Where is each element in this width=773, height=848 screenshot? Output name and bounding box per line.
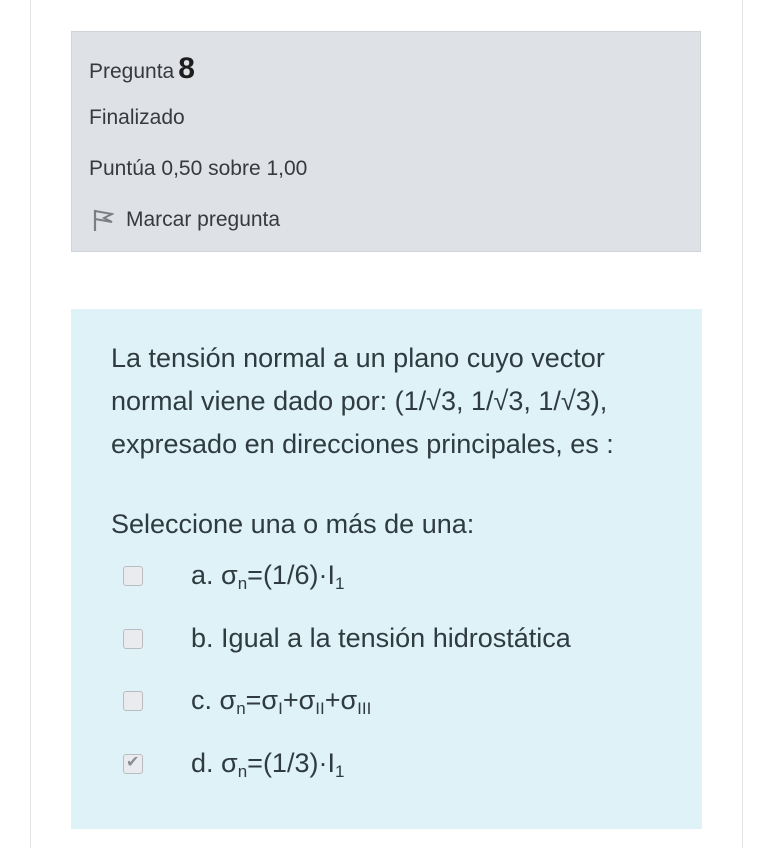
content-border-right bbox=[742, 0, 743, 848]
question-info-panel bbox=[71, 31, 701, 252]
check-icon: ✔ bbox=[126, 752, 140, 771]
answer-option-b bbox=[123, 621, 571, 657]
answer-prompt: Seleccione una o más de una: bbox=[111, 509, 475, 539]
question-text-line: normal viene dado por: (1/√3, 1/√3, 1/√3), bbox=[111, 386, 608, 416]
answer-checkbox-a[interactable] bbox=[123, 566, 143, 586]
answer-text: Igual a la tensión hidrostática bbox=[221, 623, 571, 653]
content-border-left bbox=[30, 0, 31, 848]
answer-checkbox-d[interactable] bbox=[123, 754, 143, 774]
answer-label-d[interactable]: d. $\sigma_n=(1/3)\cdot I_1$ bbox=[191, 748, 345, 781]
answer-letter: a. bbox=[191, 560, 214, 590]
question-text-line: La tensión normal a un plano cuyo vector bbox=[111, 343, 605, 373]
answer-letter: b. bbox=[191, 623, 214, 653]
question-grade: Puntúa 0,50 sobre 1,00 bbox=[89, 157, 308, 180]
flag-question-label[interactable]: Marcar pregunta bbox=[126, 208, 281, 231]
question-text-line: expresado en direcciones principales, es : bbox=[111, 429, 614, 459]
question-number bbox=[89, 52, 195, 86]
answer-option-c bbox=[123, 683, 372, 719]
answer-label-a[interactable]: a. $\sigma_n=(1/6)\cdot I_1$ bbox=[191, 560, 345, 593]
question-formulation bbox=[71, 309, 702, 829]
answer-option-a bbox=[123, 558, 345, 594]
question-state: Finalizado bbox=[89, 106, 185, 129]
question-text bbox=[111, 337, 681, 466]
question-number-value: 8 bbox=[178, 52, 195, 85]
flag-question-link[interactable] bbox=[89, 208, 280, 232]
answer-label-c[interactable]: c. $\sigma_n=\sigma_I+\sigma_{II}+\sigma_{III}$ bbox=[191, 685, 372, 718]
flag-icon[interactable] bbox=[92, 208, 114, 232]
question-label: Pregunta bbox=[89, 60, 175, 83]
answer-letter: d. bbox=[191, 748, 214, 778]
answer-letter: c. bbox=[191, 685, 213, 715]
answer-checkbox-b[interactable] bbox=[123, 629, 143, 649]
answer-label-b[interactable] bbox=[191, 623, 571, 654]
answer-checkbox-c[interactable] bbox=[123, 691, 143, 711]
answer-option-d bbox=[123, 746, 345, 782]
